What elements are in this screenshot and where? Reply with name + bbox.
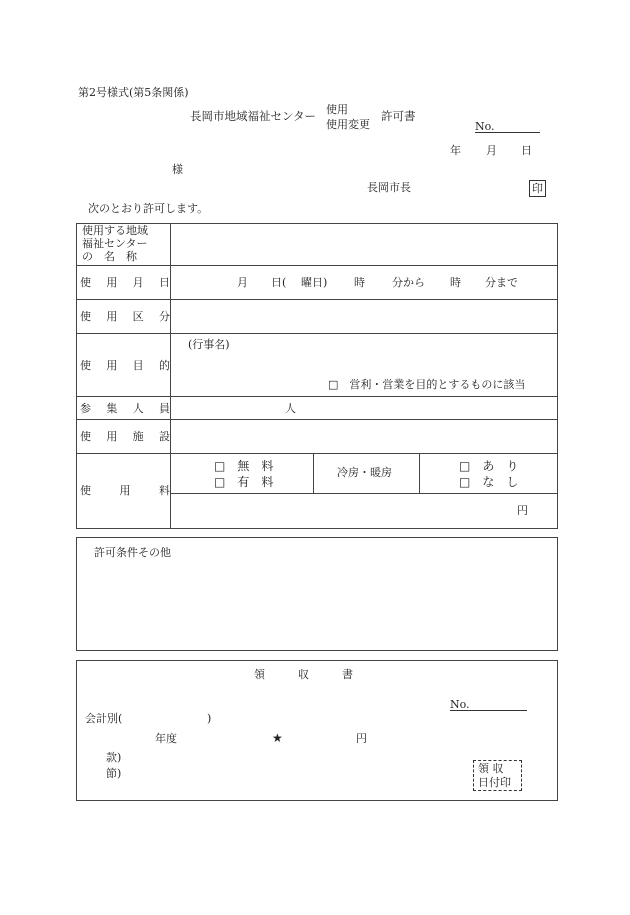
aircon-no-checkbox[interactable]: □ な し <box>459 475 519 489</box>
receipt-yen-unit: 円 <box>356 732 367 745</box>
star-icon: ★ <box>272 731 283 745</box>
date-month-unit: 月 <box>237 276 248 289</box>
account-label: 会計別( <box>85 712 123 725</box>
receipt-title: 領 収 書 <box>254 668 353 681</box>
addressee-suffix: 様 <box>172 163 183 176</box>
date-month: 月 <box>486 144 497 157</box>
participants-unit: 人 <box>285 402 296 415</box>
category-label: 使 用 区 分 <box>80 310 170 323</box>
aircon-yes-checkbox[interactable]: □ あ り <box>459 459 519 473</box>
event-name-label: (行事名) <box>188 338 230 351</box>
time-from-minute: 分から <box>392 276 425 289</box>
conditions-label: 許可条件その他 <box>94 546 171 559</box>
intro-text: 次のとおり許可します。 <box>88 202 209 215</box>
seal-mark: 印 <box>529 180 546 197</box>
fee-paid-checkbox[interactable]: □ 有 料 <box>214 475 274 489</box>
title-use: 使用 <box>326 103 348 116</box>
setsu-label: 節) <box>106 767 122 780</box>
date-day: 日 <box>521 144 532 157</box>
date-label: 使 用 月 日 <box>80 276 170 289</box>
kan-label: 款) <box>106 751 122 764</box>
title-permit: 許可書 <box>381 109 416 123</box>
time-from-hour: 時 <box>354 276 365 289</box>
facility-name-label: 使用する地域 福祉センター の 名 称 <box>82 224 148 263</box>
center-name-title: 長岡市地域福祉センター <box>190 109 317 123</box>
participants-label: 参 集 人 員 <box>80 402 170 415</box>
date-weekday-unit: 曜日) <box>301 276 328 289</box>
purpose-label: 使 用 目 的 <box>80 359 170 372</box>
time-until-minute: 分まで <box>485 276 518 289</box>
commercial-checkbox[interactable]: □ 営利・営業を目的とするものに該当 <box>328 378 526 391</box>
receipt-number <box>450 699 527 711</box>
aircon-label: 冷房・暖房 <box>337 466 392 479</box>
receipt-number-label: No. <box>450 698 470 711</box>
fee-free-checkbox[interactable]: □ 無 料 <box>214 459 274 473</box>
date-year: 年 <box>450 144 461 157</box>
fee-yen-unit: 円 <box>517 504 528 517</box>
label-column-divider <box>170 223 171 529</box>
issuer: 長岡市長 <box>367 181 411 194</box>
permit-number <box>475 121 540 133</box>
fiscal-year-label: 年度 <box>155 732 177 745</box>
form-number: 第2号様式(第5条関係) <box>78 86 189 99</box>
permit-number-label: No. <box>475 120 495 133</box>
fee-label: 使 用 料 <box>80 484 170 497</box>
date-day-unit: 日( <box>271 276 287 289</box>
title-use-change: 使用変更 <box>326 118 370 131</box>
receipt-date-stamp: 領 収 日付印 <box>473 760 522 791</box>
facility-label: 使 用 施 設 <box>80 430 170 443</box>
time-until-hour: 時 <box>450 276 461 289</box>
account-close: ) <box>207 712 212 725</box>
